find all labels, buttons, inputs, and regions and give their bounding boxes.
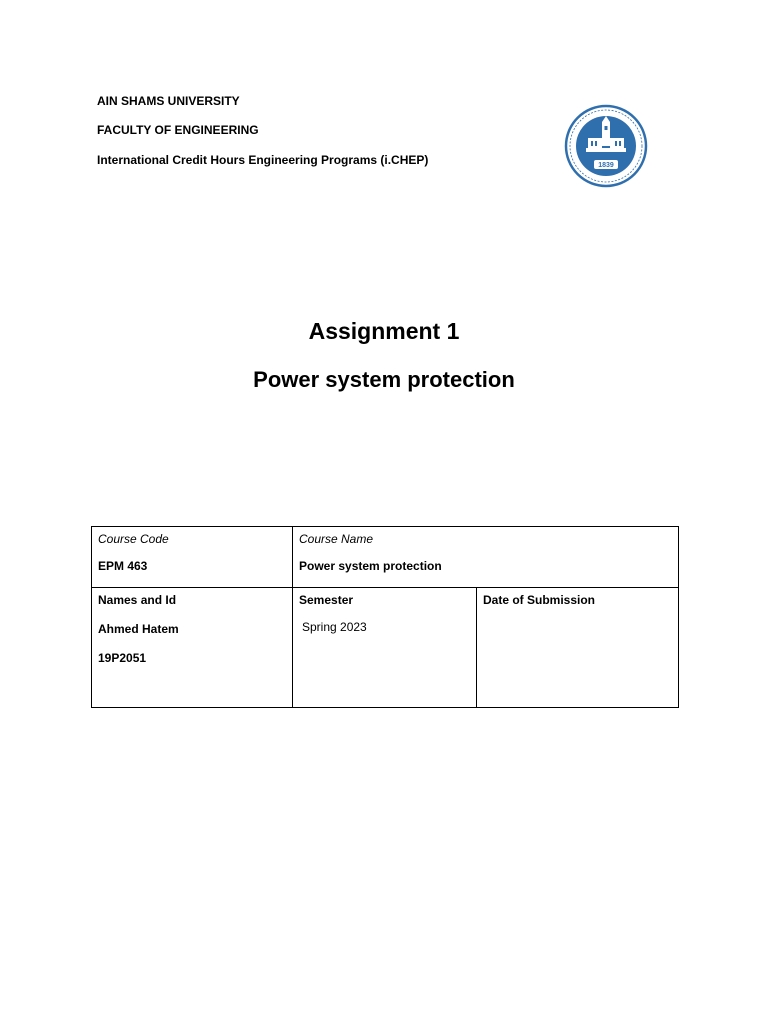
student-name: Ahmed Hatem	[98, 622, 179, 636]
table-row	[92, 527, 679, 588]
submission-cell	[477, 588, 679, 708]
faculty-seal-icon	[564, 104, 648, 188]
course-code-value: EPM 463	[98, 559, 148, 573]
table-row	[92, 588, 679, 708]
semester-value: Spring 2023	[302, 620, 367, 634]
student-id: 19P2051	[98, 651, 147, 665]
names-label: Names and Id	[98, 593, 177, 607]
course-info-table	[91, 526, 679, 708]
program-name: International Credit Hours Engineering Programs (i.CHEP)	[97, 153, 429, 167]
names-cell	[92, 588, 293, 708]
university-name: AIN SHAMS UNIVERSITY	[97, 94, 240, 108]
submission-label: Date of Submission	[483, 593, 596, 607]
subject-title: Power system protection	[253, 367, 515, 392]
course-code-label: Course Code	[98, 532, 169, 546]
course-name-value: Power system protection	[299, 559, 442, 573]
course-code-cell	[92, 527, 293, 588]
semester-label: Semester	[299, 593, 354, 607]
faculty-name: FACULTY OF ENGINEERING	[97, 123, 259, 137]
course-name-cell	[293, 527, 679, 588]
semester-cell	[293, 588, 477, 708]
seal-year: 1839	[598, 162, 614, 169]
assignment-title: Assignment 1	[308, 318, 460, 344]
course-name-label: Course Name	[299, 532, 374, 546]
